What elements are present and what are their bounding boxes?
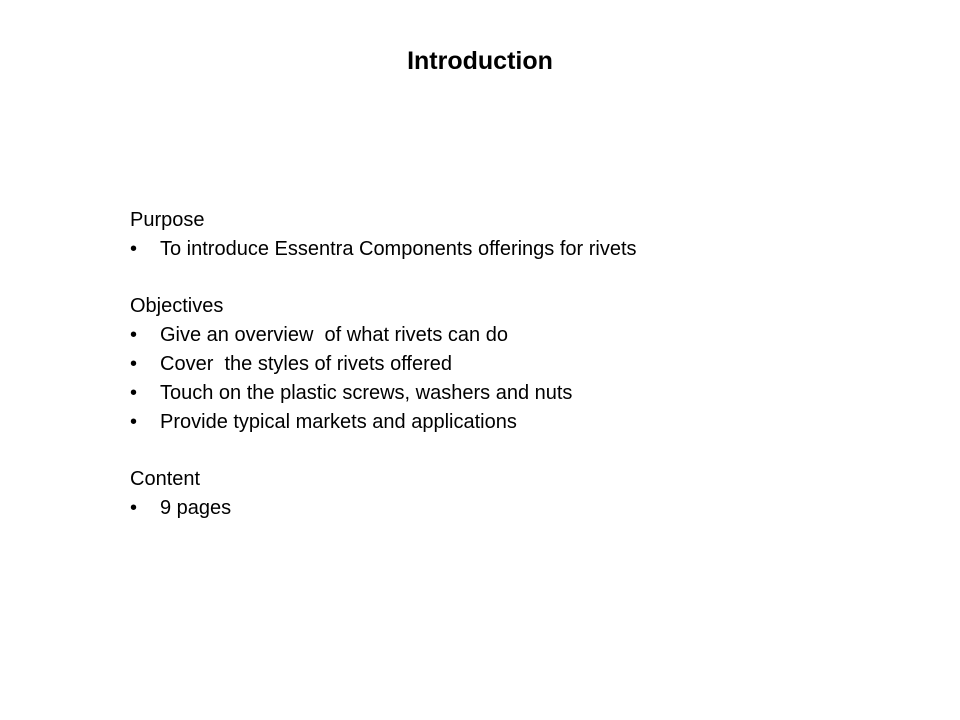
bullet-list: [130, 494, 890, 523]
bullet-item: [130, 350, 890, 379]
bullet-item: [130, 235, 890, 264]
bullet-item: [130, 379, 890, 408]
section-heading: Purpose: [130, 209, 205, 231]
bullet-text: To introduce Essentra Components offerings for rivets: [160, 237, 637, 260]
bullet-text: Give an overview of what rivets can do: [160, 324, 508, 347]
bullet-text: Cover the styles of rivets offered: [160, 352, 452, 375]
bullet-item: [130, 321, 890, 350]
slide-body: [130, 206, 890, 523]
bullet-icon: •: [130, 237, 138, 260]
section-purpose: [130, 206, 890, 264]
bullet-icon: •: [130, 496, 138, 519]
bullet-icon: •: [130, 381, 138, 404]
section-heading: Objectives: [130, 295, 224, 318]
bullet-text: Touch on the plastic screws, washers and nuts: [160, 381, 573, 404]
bullet-text: Provide typical markets and applications: [160, 410, 517, 433]
bullet-list: [130, 321, 890, 436]
bullet-icon: •: [130, 352, 138, 375]
section-objectives: [130, 292, 890, 436]
bullet-icon: •: [130, 410, 138, 433]
bullet-icon: •: [130, 324, 138, 347]
bullet-item: [130, 408, 890, 437]
slide-title: Introduction: [407, 47, 553, 75]
section-content: [130, 465, 890, 523]
section-heading: Content: [130, 468, 201, 491]
bullet-text: 9 pages: [160, 496, 232, 519]
bullet-list: [130, 235, 890, 264]
bullet-item: [130, 494, 890, 523]
